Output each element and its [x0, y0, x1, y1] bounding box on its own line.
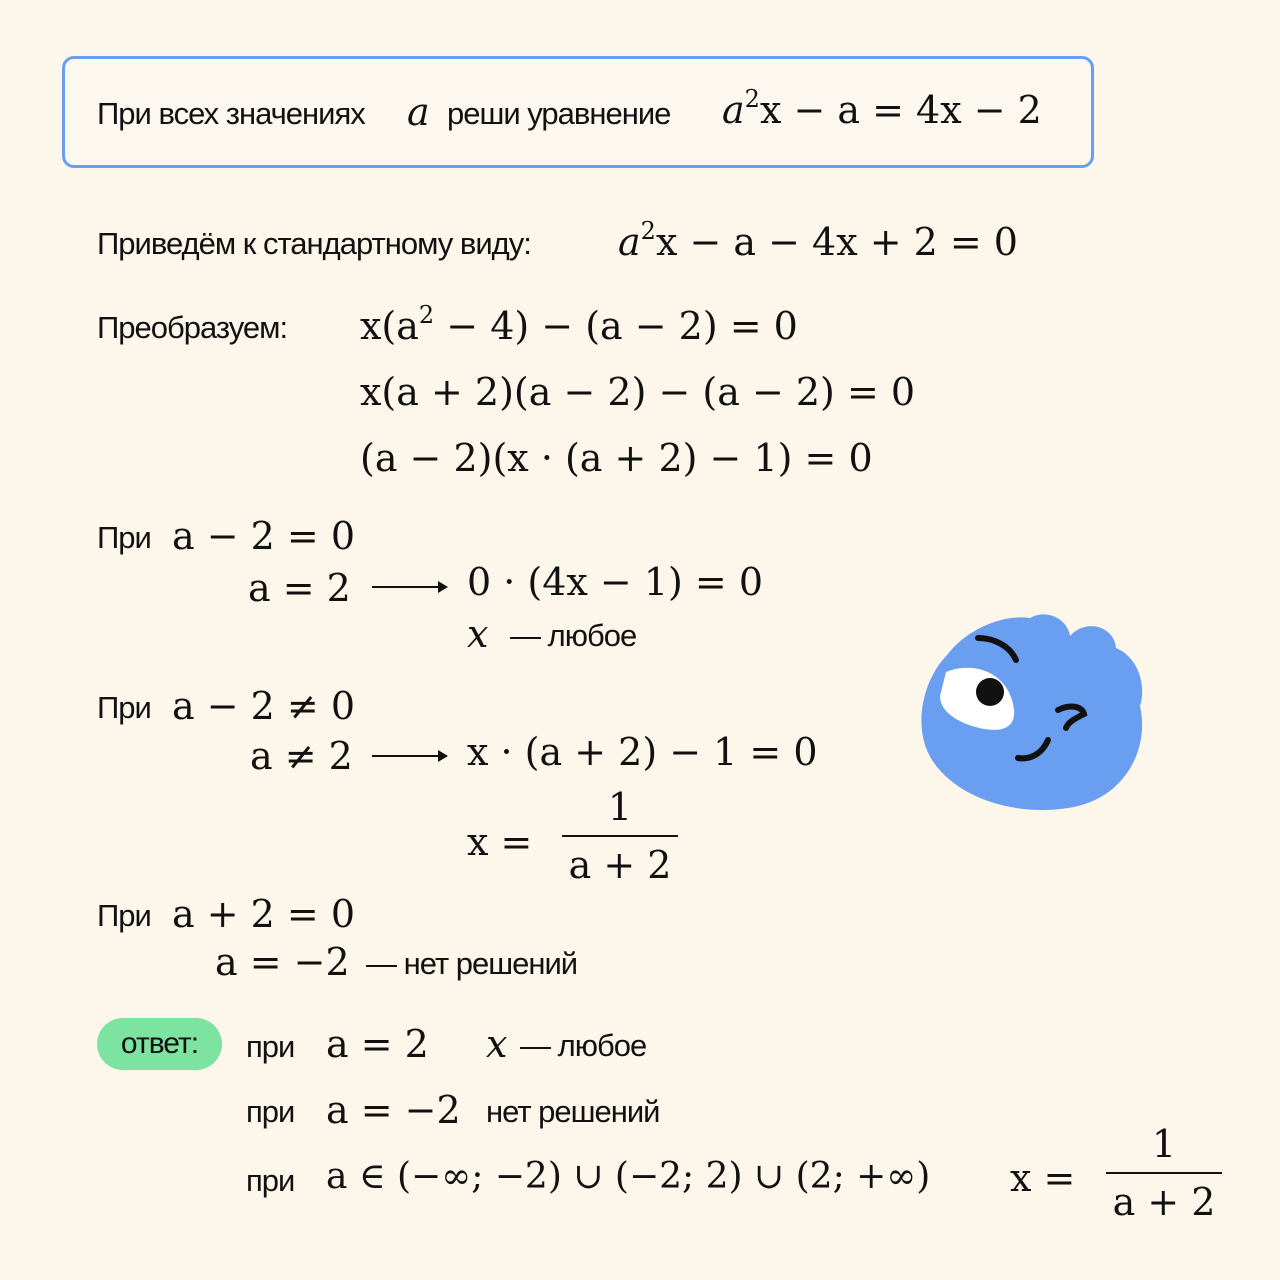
answer-row2-math: a = −2 [326, 1088, 461, 1132]
answer-badge: ответ: [97, 1018, 222, 1070]
case2-pri: При [97, 690, 151, 725]
case1-result: 0 · (4x − 1) = 0 [467, 560, 764, 604]
answer-row3-math: a ∈ (−∞; −2) ∪ (−2; 2) ∪ (2; +∞) [326, 1156, 931, 1197]
answer-row2-text: нет решений [486, 1094, 660, 1129]
winking-blue-blob-icon [918, 610, 1146, 814]
task-param: a [407, 90, 430, 134]
transform-line-1: $x(a^2 - 4) - (a - 2) = 0$ [360, 301, 798, 348]
case2-fraction-bar [562, 835, 678, 837]
case1-condition: a − 2 = 0 [172, 514, 356, 558]
case3-condition: a + 2 = 0 [172, 892, 356, 936]
answer-row1-x: x [486, 1022, 508, 1066]
answer-row1-pri: при [246, 1029, 295, 1064]
case1-arrow-icon [372, 586, 446, 588]
case1-x-text: — любое [510, 618, 637, 653]
answer-fraction-den: a + 2 [1112, 1180, 1216, 1224]
answer-row1-text: — любое [520, 1028, 647, 1063]
task-middle: реши уравнение [447, 96, 671, 131]
case2-fraction-num: 1 [607, 785, 633, 829]
standard-label: Приведём к стандартному виду: [97, 226, 531, 261]
case1-pri: При [97, 520, 151, 555]
transform-label: Преобразуем: [97, 310, 288, 345]
answer-row2-pri: при [246, 1094, 295, 1129]
transform-line-3: (a − 2)(x · (a + 2) − 1) = 0 [360, 436, 873, 480]
case3-text: — нет решений [366, 946, 578, 981]
case2-arrow-icon [372, 755, 446, 757]
task-prefix: При всех значениях [97, 96, 365, 131]
case2-x-lhs: x = [467, 820, 533, 864]
case3-value: a = −2 [215, 940, 350, 984]
case1-value: a = 2 [248, 566, 351, 610]
case2-condition: a − 2 ≠ 0 [172, 684, 356, 728]
answer-fraction [1106, 1122, 1222, 1224]
answer-row1-math: a = 2 [326, 1022, 429, 1066]
case2-fraction [562, 785, 678, 887]
answer-row3-x: x = [1010, 1156, 1076, 1200]
answer-fraction-bar [1106, 1172, 1222, 1174]
case2-fraction-den: a + 2 [568, 843, 672, 887]
answer-fraction-num: 1 [1151, 1122, 1177, 1166]
answer-row3-pri: при [246, 1163, 295, 1198]
case1-x-var: x [467, 612, 489, 656]
transform-line-2: x(a + 2)(a − 2) − (a − 2) = 0 [360, 370, 916, 414]
case3-pri: При [97, 898, 151, 933]
case2-value: a ≠ 2 [250, 734, 353, 778]
standard-equation: $a^2x - a - 4x + 2 = 0$ [618, 217, 1018, 264]
case2-result: x · (a + 2) − 1 = 0 [467, 730, 818, 774]
task-equation: $a^2x - a = 4x - 2$ [722, 85, 1042, 132]
